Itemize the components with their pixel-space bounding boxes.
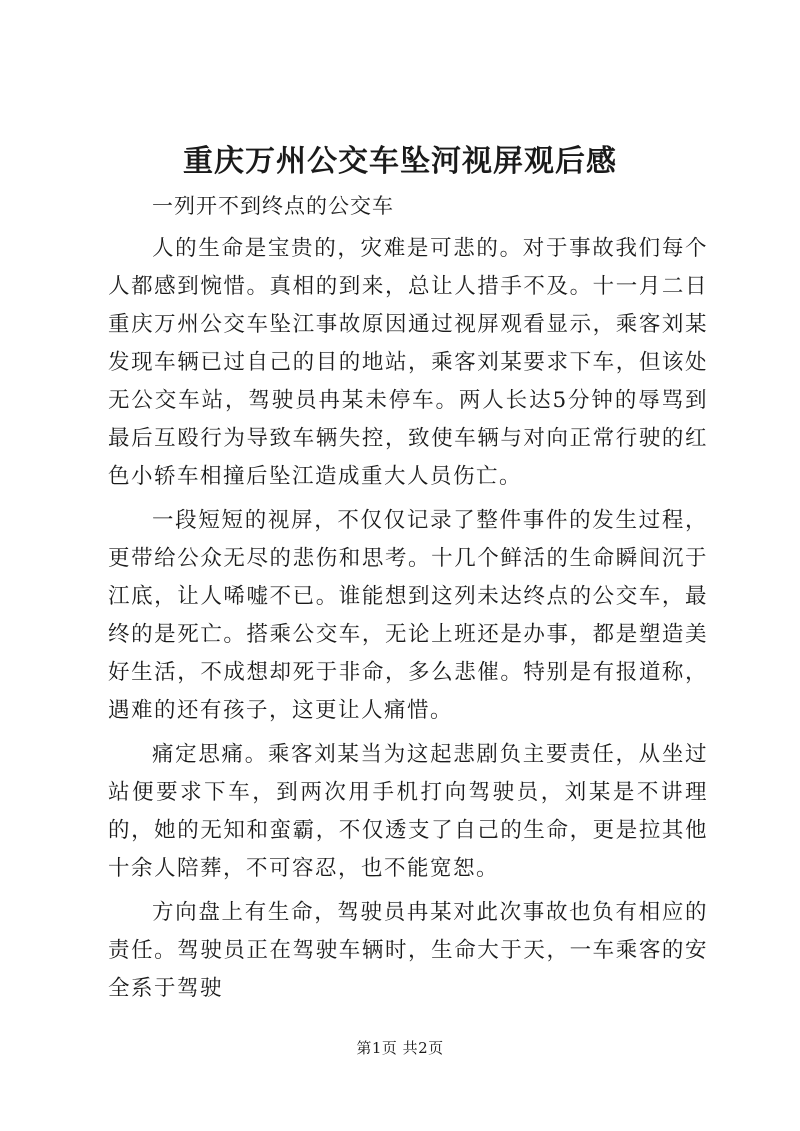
document-subtitle: 一列开不到终点的公交车	[152, 194, 394, 218]
paragraph: 痛定思痛。乘客刘某当为这起悲剧负主要责任，从坐过站便要求下车，到两次用手机打向驾驶员，刘某是不讲理的，她的无知和蛮霸，不仅透支了自己的生命，更是拉其他十余人陪葬，不可容忍，也不能宽恕。	[108, 742, 708, 881]
document-title: 重庆万州公交车坠河视屏观后感	[183, 144, 617, 179]
page-footer: 第1页 共2页	[356, 1039, 444, 1057]
document-body	[108, 188, 708, 1008]
paragraph: 方向盘上有生命，驾驶员冉某对此次事故也负有相应的责任。驾驶员正在驾驶车辆时，生命大于天，一车乘客的安全系于驾驶	[108, 900, 708, 1001]
paragraph: 一段短短的视屏，不仅仅记录了整件事件的发生过程，更带给公众无尽的悲伤和思考。十几个鲜活的生命瞬间沉于江底，让人唏嘘不已。谁能想到这列未达终点的公交车，最终的是死亡。搭乘公交车，无论上班还是办事，都是塑造美好生活，不成想却死于非命，多么悲催。特别是有报道称，遇难的还有孩子，这更让人痛惜。	[108, 508, 708, 723]
paragraph: 人的生命是宝贵的，灾难是可悲的。对于事故我们每个人都感到惋惜。真相的到来，总让人措手不及。十一月二日重庆万州公交车坠江事故原因通过视屏观看显示，乘客刘某发现车辆已过自己的目的地站，乘客刘某要求下车，但该处无公交车站，驾驶员冉某未停车。两人长达5分钟的辱骂到最后互殴行为导致车辆失控，致使车辆与对向正常行驶的红色小轿车相撞后坠江造成重大人员伤亡。	[108, 236, 708, 489]
